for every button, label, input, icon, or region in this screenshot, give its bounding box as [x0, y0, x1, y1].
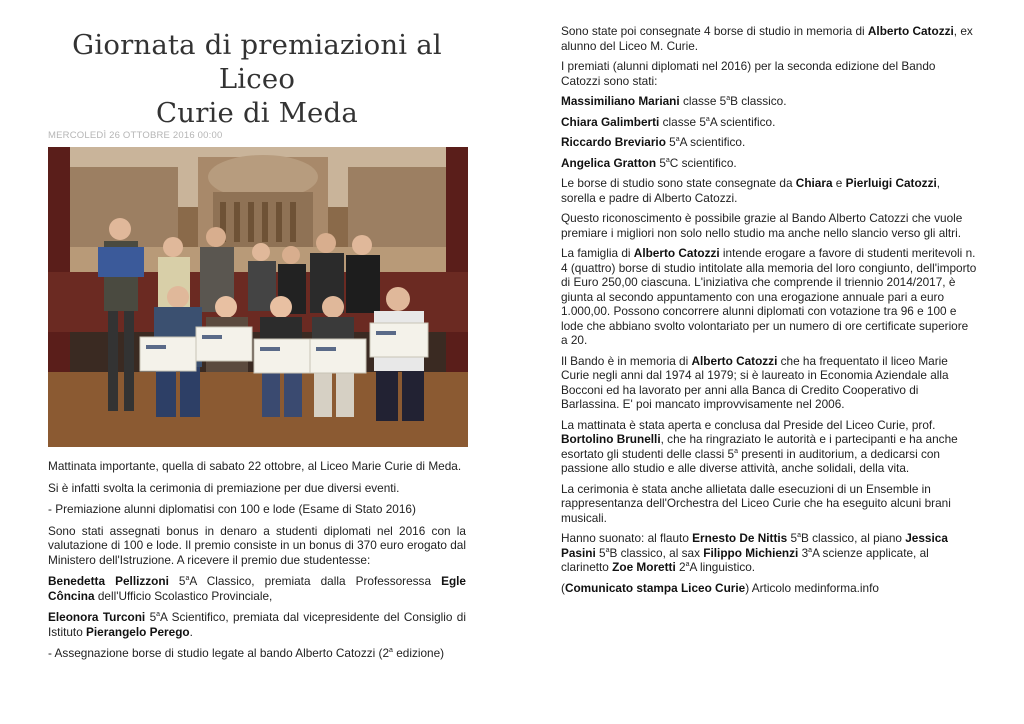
paragraph-winners-intro: I premiati (alunni diplomati nel 2016) per la seconda edizione del Bando Catozzi sono stati:: [561, 59, 936, 88]
article-title: Giornata di premiazioni al Liceo Curie di Meda: [72, 29, 442, 129]
paragraph-intro: Mattinata importante, quella di sabato 22 ottobre, al Liceo Marie Curie di Meda.: [48, 459, 462, 473]
right-column: [561, 24, 977, 601]
paragraph-ensemble: La cerimonia è stata anche allietata dalle esecuzioni di un Ensemble in rappresentanza dell'Orchestra del Liceo Curie che ha eseguito alcuni brani musicali.: [561, 481, 951, 525]
scholarship-winner: Riccardo Breviario 5$^a$A scientifico.: [561, 135, 746, 149]
group-photo: [48, 147, 468, 447]
scholarship-winner: Chiara Galimberti classe 5$^a$A scientifico.: [561, 114, 776, 129]
scholarship-winner: Angelica Gratton 5$^a$C scientifico.: [561, 155, 737, 170]
paragraph-scholarships: Sono state poi consegnate 4 borse di studio in memoria di Alberto Catozzi, ex alunno del Liceo M. Curie.: [561, 24, 973, 53]
article-dateline: MERCOLEDÌ 26 OTTOBRE 2016 00:00: [48, 130, 223, 141]
paragraph-section-2: - Assegnazione borse di studio legate al bando Alberto Catozzi (2$^a$ edizione): [48, 646, 445, 660]
paragraph-handed-by: Le borse di studio sono state consegnate da Chiara e Pierluigi Catozzi, sorella e padre di Alberto Catozzi.: [561, 176, 941, 205]
paragraph-source: (Comunicato stampa Liceo Curie) Articolo medinforma.info: [561, 580, 879, 595]
paragraph-memorial: Il Bando è in memoria di Alberto Catozzi che ha frequentato il liceo Marie Curie negli anni dal 1974 al 1979; si è laureato in Economia Aziendale alla Bocconi ed ha lavorato per anni alla Banca di Credito Cooperativo di Barlassina. E' poi mancato improvvisamente nel 2006.: [561, 353, 949, 411]
paragraph-ceremony: Si è infatti svolta la cerimonia di premiazione per due diversi eventi.: [48, 480, 400, 495]
scholarship-winner: Massimiliano Mariani classe 5$^a$B classico.: [561, 94, 787, 108]
left-column: [48, 28, 466, 668]
paragraph-section-1: - Premiazione alunni diplomatisi con 100 e lode (Esame di Stato 2016): [48, 502, 416, 516]
paragraph-recognition: Questo riconoscimento è possibile grazie al Bando Alberto Catozzi che vuole premiare i migliori non solo nello studio ma anche nello slancio verso gli altri.: [561, 211, 963, 240]
paragraph-musicians: Hanno suonato: al flauto Ernesto De Nittis 5$^a$B classico, al piano Jessica Pasini 5$^a$B classico, al sax Filippo Michienzi 3$^a$A scienze applicate, al clarinetto Zoe Moretti 2$^a$A linguistico.: [561, 531, 948, 574]
paragraph-principal: La mattinata è stata aperta e conclusa dal Preside del Liceo Curie, prof. Bortolino Brunelli, che ha ringraziato le autorità e i partecipanti e ha anche esortato gli studenti delle classi 5$^a$ presenti in auditorium, a dedicarsi con passione allo studio e alle diverse attività, anche solidali, della vita.: [561, 417, 958, 475]
paragraph-bonus: Sono stati assegnati bonus in denaro a studenti diplomati nel 2016 con la valutazione di 100 e lode. Il premio consiste in un bonus di 370 euro erogato dal Ministero dell'Istruzione. A ricevere il premio due studentesse:: [48, 523, 466, 567]
paragraph-winner-1: Benedetta Pellizzoni 5$^a$A Classico, premiata dalla Professoressa Egle Côncina dell'Ufficio Scolastico Provinciale,: [48, 574, 466, 603]
paragraph-winner-2: Eleonora Turconi 5$^a$A Scientifico, premiata dal vicepresidente del Consiglio di Istituto Pierangelo Perego.: [48, 610, 466, 639]
paragraph-family: La famiglia di Alberto Catozzi intende erogare a favore di studenti meritevoli n. 4 (quattro) borse di studio intitolate alla memoria del loro congiunto, dell'importo di Euro 250,00 ciascuna. L'iniziativa che comprende il triennio 2014/2017, è giunta al secondo appuntamento con una erogazione annuale pari a euro 1.000,00. Possono concorrere alunni diplomati con votazione tra 96 e 100 e lode che abbiano svolto volontariato per un numero di ore certificate superiore a 20.: [561, 246, 977, 347]
group-photo-image: [48, 147, 468, 447]
